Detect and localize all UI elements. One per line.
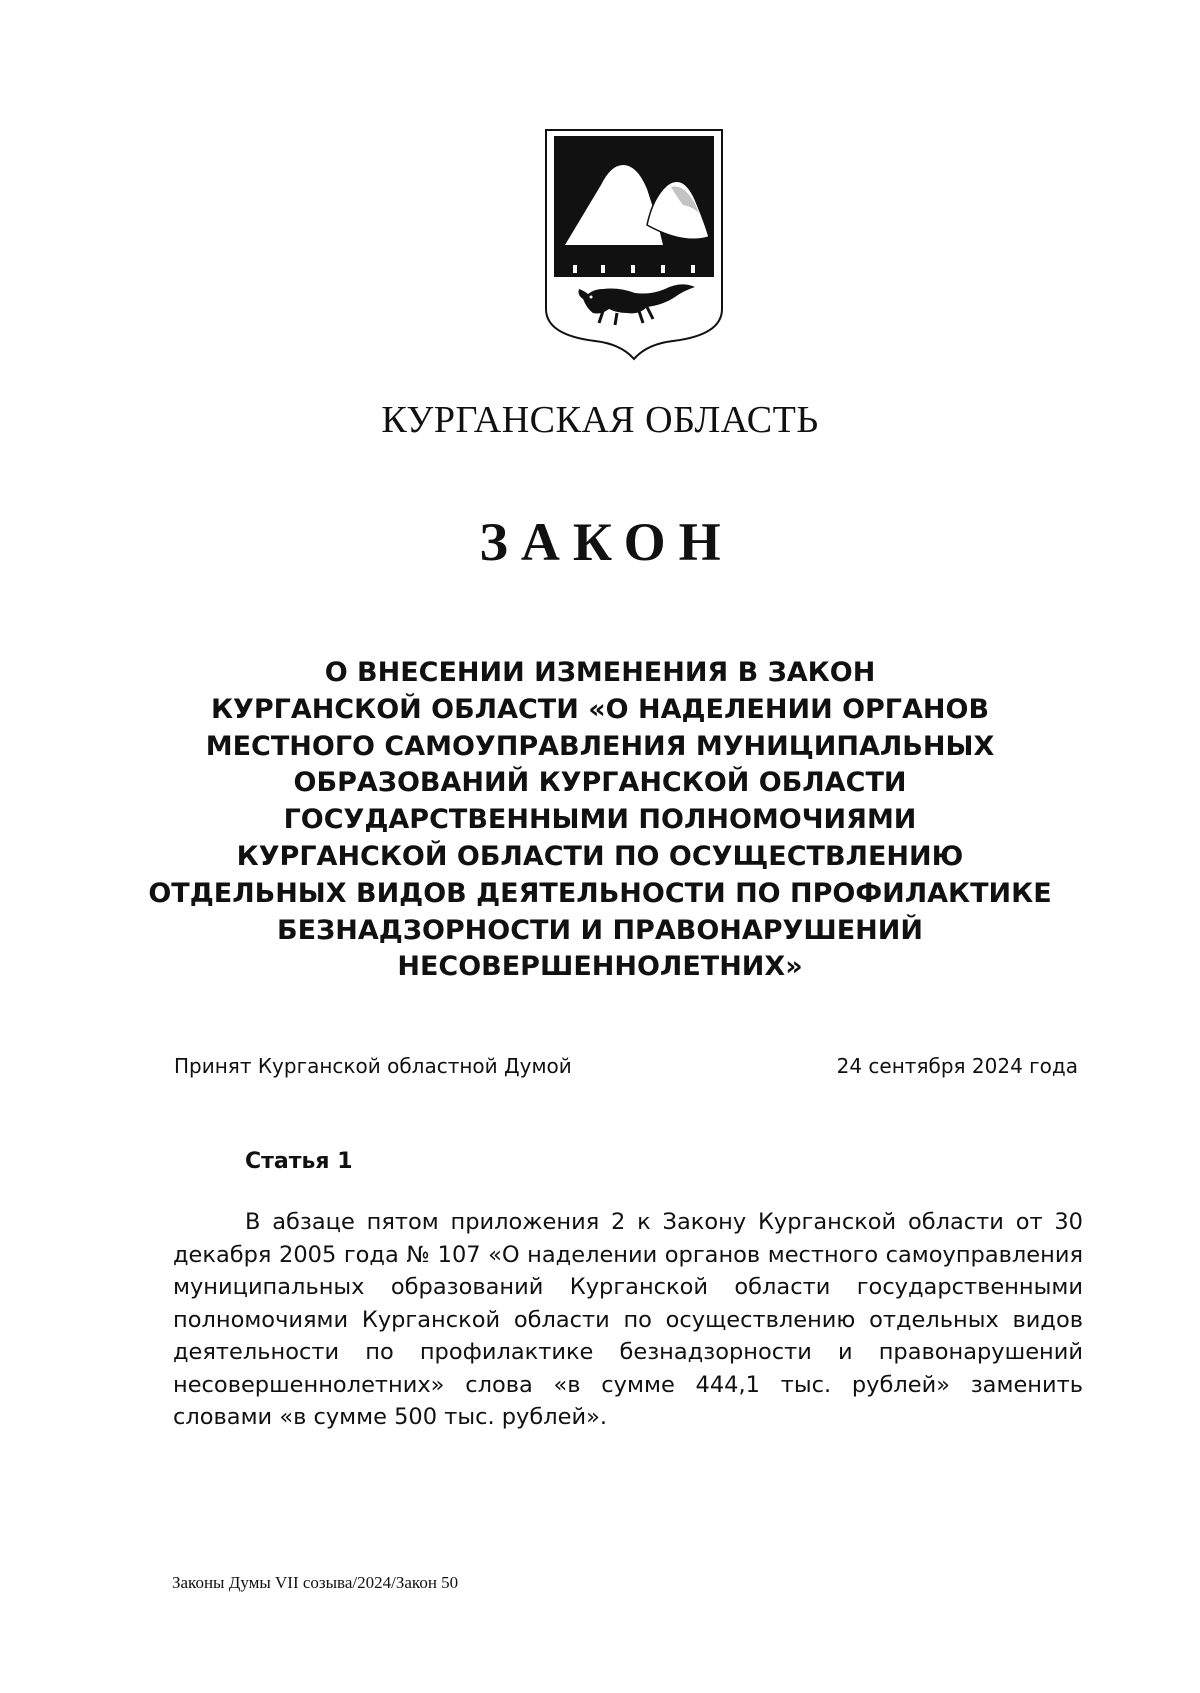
article-heading: Статья 1 [245,1149,353,1174]
adoption-date: 24 сентября 2024 года [836,1054,1078,1078]
title-line: О ВНЕСЕНИИ ИЗМЕНЕНИЯ В ЗАКОН [324,657,876,688]
title-line: МЕСТНОГО САМОУПРАВЛЕНИЯ МУНИЦИПАЛЬНЫХ [205,730,995,762]
title-line: КУРГАНСКОЙ ОБЛАСТИ ПО ОСУЩЕСТВЛЕНИЮ [236,840,964,872]
title-line: НЕСОВЕРШЕННОЛЕТНИХ» [397,951,803,983]
document-footer: Законы Думы VII созыва/2024/Закон 50 [172,1573,459,1592]
article-text: В абзаце пятом приложения 2 к Закону Курганской области от 30 декабря 2005 года № 107 «О наделении органов местного самоуправления муниципальных образований Курганской области государственными полномочиями Курганской области по осуществлению отдельных видов деятельности по профилактике безнадзорности и правонарушений несовершеннолетних» слова «в сумме 444,1 тыс. рублей» заменить словами «в сумме 500 тыс. рублей». [173,1209,1083,1430]
title-line: ОБРАЗОВАНИЙ КУРГАНСКОЙ ОБЛАСТИ [293,767,907,799]
title-line: ГОСУДАРСТВЕННЫМИ ПОЛНОМОЧИЯМИ [283,804,917,836]
coat-of-arms-icon [543,127,725,361]
adopted-by: Принят Курганской областной Думой [174,1054,572,1078]
law-title [100,655,1100,986]
title-line: КУРГАНСКОЙ ОБЛАСТИ «О НАДЕЛЕНИИ ОРГАНОВ [210,693,990,725]
region-heading: КУРГАНСКАЯ ОБЛАСТЬ [381,399,819,441]
title-line: ОТДЕЛЬНЫХ ВИДОВ ДЕЯТЕЛЬНОСТИ ПО ПРОФИЛАКТИКЕ [148,877,1052,909]
document-type-heading: ЗАКОН [479,512,734,572]
title-line: БЕЗНАДЗОРНОСТИ И ПРАВОНАРУШЕНИЙ [277,914,923,946]
